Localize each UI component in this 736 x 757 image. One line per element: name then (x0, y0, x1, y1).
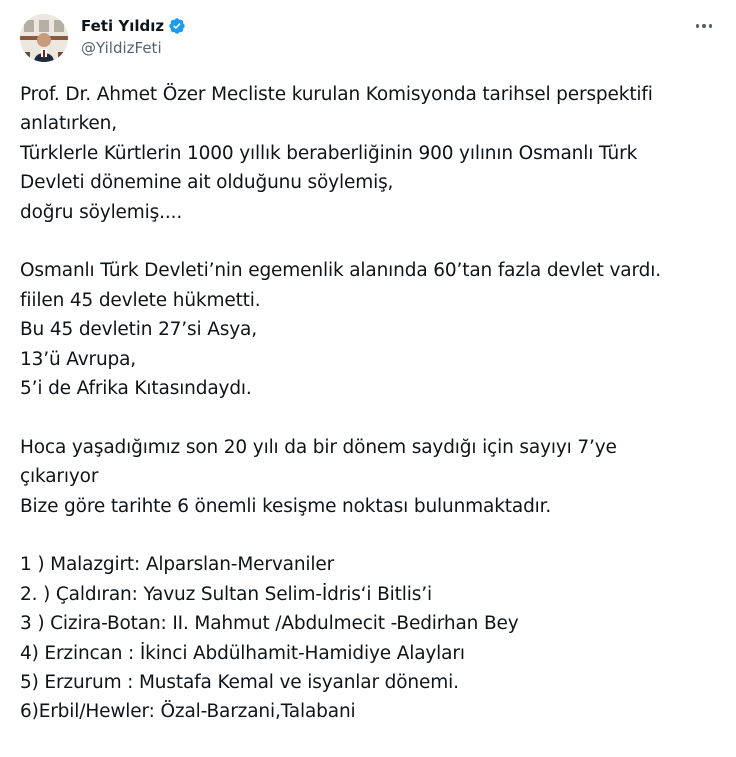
tweet-paragraph (20, 433, 720, 521)
tweet-line: 1 ) Malazgirt: Alparslan-Mervaniler (20, 554, 335, 576)
tweet-paragraph (20, 550, 720, 726)
author-handle[interactable]: @YildizFeti (81, 39, 162, 57)
tweet-line: 5’i de Afrika Kıtasındaydı. (20, 378, 252, 400)
tweet-line: Devleti dönemine ait olduğunu söylemiş, (20, 172, 394, 194)
tweet-line: Hoca yaşadığımız son 20 yılı da bir dönem saydığı için sayıyı 7’ye (20, 436, 617, 458)
tweet-line: çıkarıyor (20, 466, 99, 488)
avatar[interactable] (20, 14, 68, 62)
author-name-row (81, 15, 186, 37)
tweet-line: Osmanlı Türk Devleti’nin egemenlik alanında 60’tan fazla devlet vardı. (20, 260, 661, 282)
tweet-line: 3 ) Cizira-Botan: II. Mahmut /Abdulmecit -Bedirhan Bey (20, 613, 519, 635)
tweet-line: 6)Erbil/Hewler: Özal-Barzani,Talabani (20, 701, 356, 723)
tweet-line: Prof. Dr. Ahmet Özer Mecliste kurulan Komisyonda tarihsel perspektifi (20, 84, 653, 105)
tweet-line: Bize göre tarihte 6 önemli kesişme noktası bulunmaktadır. (20, 495, 552, 517)
author-info (81, 14, 186, 62)
tweet-line: fiilen 45 devlete hükmetti. (20, 289, 261, 311)
tweet-text (20, 80, 720, 727)
tweet-header (20, 14, 720, 64)
tweet-line: 13’ü Avrupa, (20, 348, 137, 370)
tweet-line: Türklerle Kürtlerin 1000 yıllık beraberliğinin 900 yılının Osmanlı Türk (20, 142, 638, 164)
avatar-image (20, 14, 68, 62)
tweet-line: anlatırken, (20, 113, 117, 135)
verified-badge-icon (168, 17, 186, 35)
more-options-icon[interactable] (692, 18, 716, 34)
tweet-paragraph (20, 256, 720, 403)
tweet-line: 5) Erzurum : Mustafa Kemal ve isyanlar dönemi. (20, 672, 459, 694)
tweet-line: doğru söylemiş.... (20, 201, 183, 223)
tweet-paragraph (20, 80, 720, 227)
tweet-line: 2. ) Çaldıran: Yavuz Sultan Selim-İdris‘i Bitlis’i (20, 583, 432, 605)
display-name[interactable]: Feti Yıldız (81, 17, 165, 35)
tweet-line: Bu 45 devletin 27’si Asya, (20, 319, 257, 341)
tweet-line: 4) Erzincan : İkinci Abdülhamit-Hamidiye Alayları (20, 642, 465, 664)
